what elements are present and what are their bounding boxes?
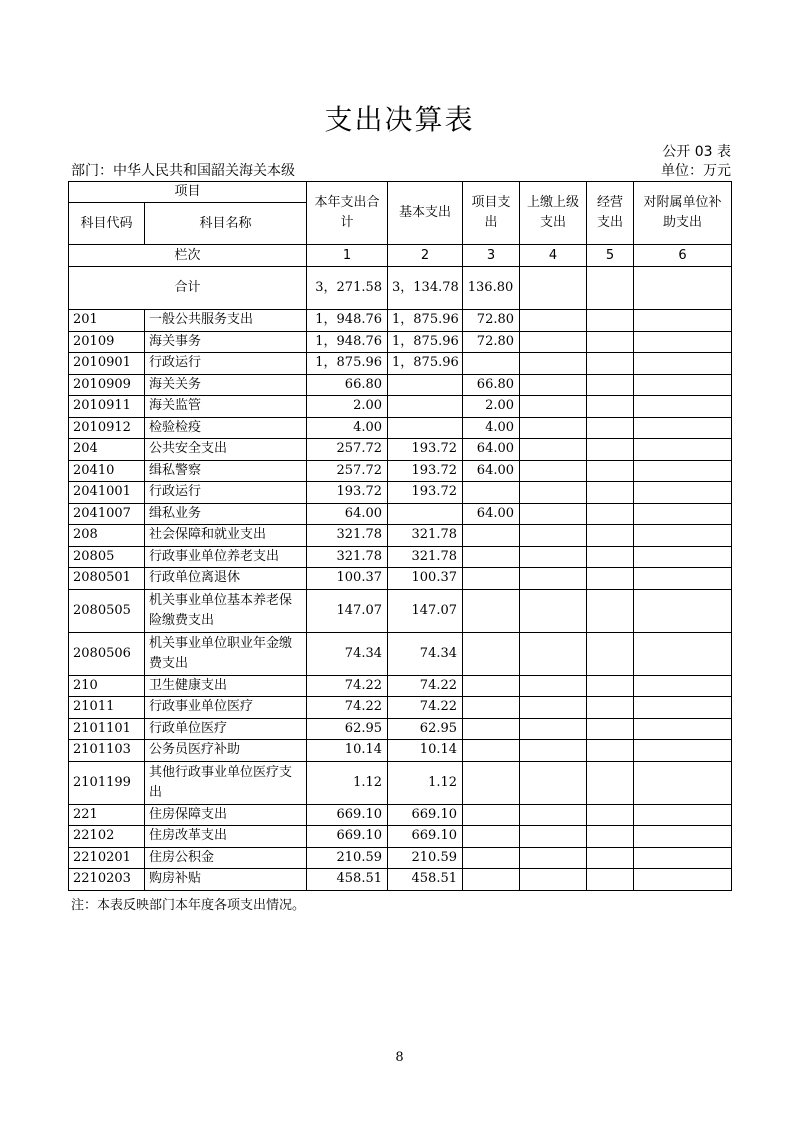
row-project <box>463 632 520 675</box>
row-project <box>463 697 520 719</box>
row-name: 缉私警察 <box>145 460 307 482</box>
row-subsidy <box>634 589 732 632</box>
row-project <box>463 804 520 826</box>
row-code: 20410 <box>69 460 145 482</box>
row-name: 社会保障和就业支出 <box>145 525 307 547</box>
header-basic: 基本支出 <box>388 182 463 245</box>
col-num: 2 <box>388 245 463 267</box>
row-subsidy <box>634 740 732 762</box>
row-name: 住房公积金 <box>145 847 307 869</box>
row-total: 1.12 <box>307 761 388 804</box>
row-business <box>587 568 634 590</box>
row-project <box>463 740 520 762</box>
table-row <box>69 331 732 353</box>
row-subsidy <box>634 417 732 439</box>
row-subsidy <box>634 697 732 719</box>
row-business <box>587 503 634 525</box>
row-subsidy <box>634 503 732 525</box>
row-subsidy <box>634 761 732 804</box>
row-basic: 193.72 <box>388 482 463 504</box>
row-upper <box>520 460 587 482</box>
total-basic: 3，134.78 <box>388 267 463 310</box>
row-business <box>587 331 634 353</box>
row-basic: 147.07 <box>388 589 463 632</box>
table-row <box>69 439 732 461</box>
row-total: 62.95 <box>307 718 388 740</box>
row-total: 669.10 <box>307 826 388 848</box>
row-upper <box>520 740 587 762</box>
row-code: 2010912 <box>69 417 145 439</box>
row-business <box>587 439 634 461</box>
row-upper <box>520 396 587 418</box>
row-basic <box>388 417 463 439</box>
header-item: 项目 <box>69 182 307 203</box>
row-upper <box>520 675 587 697</box>
total-amount: 3，271.58 <box>307 267 388 310</box>
row-total: 2.00 <box>307 396 388 418</box>
row-basic: 669.10 <box>388 826 463 848</box>
row-project <box>463 568 520 590</box>
row-total: 10.14 <box>307 740 388 762</box>
row-project <box>463 675 520 697</box>
row-business <box>587 761 634 804</box>
row-business <box>587 396 634 418</box>
row-upper <box>520 546 587 568</box>
row-business <box>587 546 634 568</box>
row-business <box>587 460 634 482</box>
row-name: 检验检疫 <box>145 417 307 439</box>
row-total: 210.59 <box>307 847 388 869</box>
table-row <box>69 503 732 525</box>
row-business <box>587 482 634 504</box>
row-business <box>587 525 634 547</box>
row-total: 74.34 <box>307 632 388 675</box>
row-project <box>463 589 520 632</box>
table-row <box>69 525 732 547</box>
row-total: 74.22 <box>307 697 388 719</box>
row-subsidy <box>634 546 732 568</box>
header-project: 项目支出 <box>463 182 520 245</box>
row-upper <box>520 482 587 504</box>
row-total: 100.37 <box>307 568 388 590</box>
row-name: 行政事业单位医疗 <box>145 697 307 719</box>
row-basic: 74.22 <box>388 697 463 719</box>
row-upper <box>520 331 587 353</box>
row-subsidy <box>634 869 732 891</box>
row-name: 其他行政事业单位医疗支出 <box>145 761 307 804</box>
row-basic: 74.34 <box>388 632 463 675</box>
total-business <box>587 267 634 310</box>
row-name: 一般公共服务支出 <box>145 310 307 332</box>
table-row <box>69 869 732 891</box>
row-subsidy <box>634 804 732 826</box>
row-subsidy <box>634 331 732 353</box>
table-row <box>69 718 732 740</box>
row-basic: 100.37 <box>388 568 463 590</box>
row-project <box>463 525 520 547</box>
row-name: 行政单位医疗 <box>145 718 307 740</box>
header-business: 经营支出 <box>587 182 634 245</box>
row-subsidy <box>634 396 732 418</box>
row-code: 204 <box>69 439 145 461</box>
row-upper <box>520 632 587 675</box>
row-project: 64.00 <box>463 460 520 482</box>
row-total: 147.07 <box>307 589 388 632</box>
row-project: 64.00 <box>463 503 520 525</box>
table-row <box>69 417 732 439</box>
row-subsidy <box>634 310 732 332</box>
row-business <box>587 718 634 740</box>
row-code: 2210203 <box>69 869 145 891</box>
row-business <box>587 847 634 869</box>
row-basic: 74.22 <box>388 675 463 697</box>
row-total: 1，948.76 <box>307 310 388 332</box>
table-row <box>69 740 732 762</box>
row-total: 1，875.96 <box>307 353 388 375</box>
row-code: 21011 <box>69 697 145 719</box>
row-name: 购房补贴 <box>145 869 307 891</box>
row-upper <box>520 525 587 547</box>
row-code: 2080505 <box>69 589 145 632</box>
row-upper <box>520 761 587 804</box>
row-code: 2210201 <box>69 847 145 869</box>
row-subsidy <box>634 826 732 848</box>
row-subsidy <box>634 568 732 590</box>
total-upper <box>520 267 587 310</box>
table-row <box>69 396 732 418</box>
row-upper <box>520 804 587 826</box>
row-total: 66.80 <box>307 374 388 396</box>
row-business <box>587 675 634 697</box>
row-code: 2101199 <box>69 761 145 804</box>
table-row <box>69 482 732 504</box>
row-upper <box>520 718 587 740</box>
form-number: 公开 03 表 <box>662 144 731 160</box>
row-total: 193.72 <box>307 482 388 504</box>
row-basic: 62.95 <box>388 718 463 740</box>
row-code: 20109 <box>69 331 145 353</box>
expenditure-table <box>68 181 732 891</box>
row-total: 4.00 <box>307 417 388 439</box>
row-business <box>587 353 634 375</box>
total-subsidy <box>634 267 732 310</box>
row-basic: 1.12 <box>388 761 463 804</box>
page-number: 8 <box>395 1050 404 1065</box>
row-subsidy <box>634 632 732 675</box>
row-project <box>463 718 520 740</box>
row-name: 行政单位离退休 <box>145 568 307 590</box>
table-row <box>69 374 732 396</box>
footnote: 注：本表反映部门本年度各项支出情况。 <box>71 898 306 913</box>
row-upper <box>520 374 587 396</box>
row-code: 2041001 <box>69 482 145 504</box>
row-project: 64.00 <box>463 439 520 461</box>
table-row <box>69 632 732 675</box>
row-total: 74.22 <box>307 675 388 697</box>
row-name: 海关事务 <box>145 331 307 353</box>
row-upper <box>520 310 587 332</box>
row-project <box>463 353 520 375</box>
row-basic: 193.72 <box>388 439 463 461</box>
table-row <box>69 353 732 375</box>
row-basic: 193.72 <box>388 460 463 482</box>
col-num: 3 <box>463 245 520 267</box>
table-row <box>69 568 732 590</box>
row-basic <box>388 396 463 418</box>
table-row <box>69 675 732 697</box>
col-num: 6 <box>634 245 732 267</box>
row-upper <box>520 697 587 719</box>
row-basic: 210.59 <box>388 847 463 869</box>
col-num: 1 <box>307 245 388 267</box>
row-total: 257.72 <box>307 460 388 482</box>
row-upper <box>520 439 587 461</box>
row-name: 公务员医疗补助 <box>145 740 307 762</box>
row-name: 机关事业单位基本养老保险缴费支出 <box>145 589 307 632</box>
row-subsidy <box>634 847 732 869</box>
row-project <box>463 761 520 804</box>
row-business <box>587 417 634 439</box>
row-subsidy <box>634 482 732 504</box>
row-name: 住房改革支出 <box>145 826 307 848</box>
row-basic <box>388 503 463 525</box>
row-basic: 458.51 <box>388 869 463 891</box>
col-label: 栏次 <box>69 245 307 267</box>
row-total: 669.10 <box>307 804 388 826</box>
row-total: 1，948.76 <box>307 331 388 353</box>
row-basic: 10.14 <box>388 740 463 762</box>
total-label: 合计 <box>69 267 307 310</box>
table-row <box>69 589 732 632</box>
table-row <box>69 847 732 869</box>
row-upper <box>520 589 587 632</box>
header-total: 本年支出合计 <box>307 182 388 245</box>
table-row <box>69 310 732 332</box>
col-num: 4 <box>520 245 587 267</box>
row-total: 458.51 <box>307 869 388 891</box>
row-name: 海关监管 <box>145 396 307 418</box>
header-code: 科目代码 <box>69 203 145 245</box>
row-project: 72.80 <box>463 331 520 353</box>
header-name: 科目名称 <box>145 203 307 245</box>
total-project: 136.80 <box>463 267 520 310</box>
row-name: 住房保障支出 <box>145 804 307 826</box>
page-title: 支出决算表 <box>324 103 475 136</box>
row-subsidy <box>634 525 732 547</box>
row-code: 2010909 <box>69 374 145 396</box>
row-subsidy <box>634 439 732 461</box>
row-upper <box>520 353 587 375</box>
row-code: 2010911 <box>69 396 145 418</box>
row-basic: 321.78 <box>388 546 463 568</box>
row-code: 22102 <box>69 826 145 848</box>
row-project <box>463 826 520 848</box>
table-row <box>69 826 732 848</box>
row-business <box>587 826 634 848</box>
row-subsidy <box>634 374 732 396</box>
row-code: 210 <box>69 675 145 697</box>
header-subsidy: 对附属单位补助支出 <box>634 182 732 245</box>
table-row <box>69 804 732 826</box>
row-code: 221 <box>69 804 145 826</box>
row-project <box>463 847 520 869</box>
row-total: 321.78 <box>307 546 388 568</box>
row-code: 2010901 <box>69 353 145 375</box>
row-basic: 1，875.96 <box>388 310 463 332</box>
row-basic: 669.10 <box>388 804 463 826</box>
row-upper <box>520 847 587 869</box>
row-project: 2.00 <box>463 396 520 418</box>
row-project: 66.80 <box>463 374 520 396</box>
row-code: 2101103 <box>69 740 145 762</box>
row-upper <box>520 417 587 439</box>
row-basic <box>388 374 463 396</box>
row-upper <box>520 826 587 848</box>
row-subsidy <box>634 718 732 740</box>
row-upper <box>520 869 587 891</box>
row-total: 64.00 <box>307 503 388 525</box>
row-name: 公共安全支出 <box>145 439 307 461</box>
row-name: 卫生健康支出 <box>145 675 307 697</box>
row-code: 2041007 <box>69 503 145 525</box>
row-total: 321.78 <box>307 525 388 547</box>
row-subsidy <box>634 353 732 375</box>
table-row <box>69 460 732 482</box>
row-name: 行政事业单位养老支出 <box>145 546 307 568</box>
row-business <box>587 740 634 762</box>
row-subsidy <box>634 675 732 697</box>
row-basic: 1，875.96 <box>388 353 463 375</box>
row-name: 行政运行 <box>145 482 307 504</box>
row-code: 2080501 <box>69 568 145 590</box>
department-label: 部门：中华人民共和国韶关海关本级 <box>71 163 295 179</box>
row-business <box>587 589 634 632</box>
row-project: 4.00 <box>463 417 520 439</box>
row-basic: 321.78 <box>388 525 463 547</box>
row-name: 缉私业务 <box>145 503 307 525</box>
row-basic: 1，875.96 <box>388 331 463 353</box>
row-code: 2101101 <box>69 718 145 740</box>
row-code: 208 <box>69 525 145 547</box>
row-project <box>463 869 520 891</box>
row-business <box>587 697 634 719</box>
row-upper <box>520 568 587 590</box>
table-row <box>69 761 732 804</box>
row-upper <box>520 503 587 525</box>
row-project: 72.80 <box>463 310 520 332</box>
row-project <box>463 482 520 504</box>
table-row <box>69 697 732 719</box>
row-code: 201 <box>69 310 145 332</box>
row-subsidy <box>634 460 732 482</box>
row-name: 海关关务 <box>145 374 307 396</box>
row-business <box>587 632 634 675</box>
row-business <box>587 374 634 396</box>
row-total: 257.72 <box>307 439 388 461</box>
unit-label: 单位：万元 <box>661 163 731 179</box>
row-business <box>587 804 634 826</box>
col-num: 5 <box>587 245 634 267</box>
row-business <box>587 310 634 332</box>
row-name: 机关事业单位职业年金缴费支出 <box>145 632 307 675</box>
row-project <box>463 546 520 568</box>
row-business <box>587 869 634 891</box>
row-name: 行政运行 <box>145 353 307 375</box>
header-upper: 上缴上级支出 <box>520 182 587 245</box>
table-row <box>69 546 732 568</box>
row-code: 20805 <box>69 546 145 568</box>
row-code: 2080506 <box>69 632 145 675</box>
